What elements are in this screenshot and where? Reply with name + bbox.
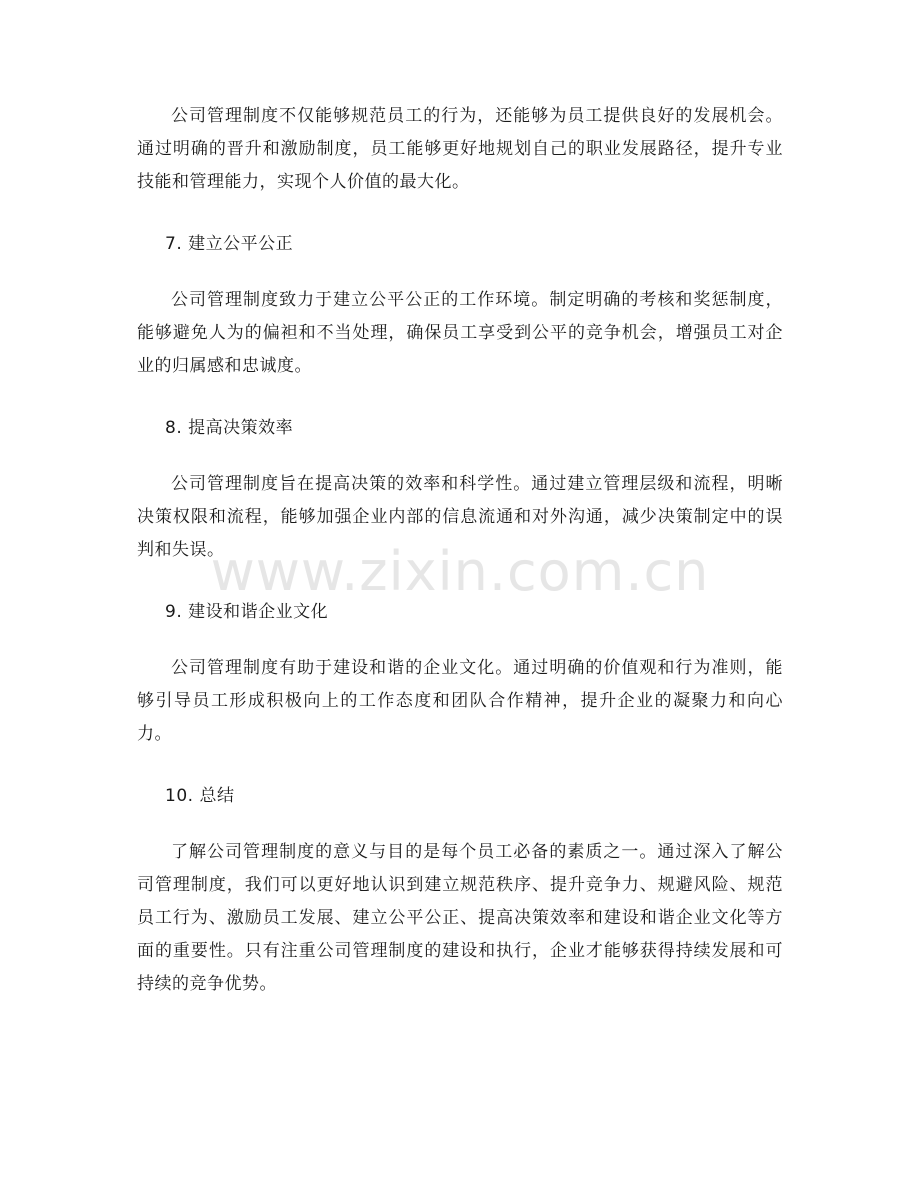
heading-summary: 10. 总结: [165, 786, 235, 806]
heading-fairness: 7. 建立公平公正: [165, 234, 294, 254]
heading-decision-efficiency: 8. 提高决策效率: [165, 418, 294, 438]
paragraph-decision-efficiency: 公司管理制度旨在提高决策的效率和科学性。通过建立管理层级和流程，明晰决策权限和流程，能够加强企业内部的信息流通和对外沟通，减少决策制定中的误判和失误。: [137, 474, 783, 560]
paragraph-summary: 了解公司管理制度的意义与目的是每个员工必备的素质之一。通过深入了解公司管理制度，我们可以更好地认识到建立规范秩序、提升竞争力、规避风险、规范员工行为、激励员工发展、建立公平公正、提高决策效率和建设和谐企业文化等方面的重要性。只有注重公司管理制度的建设和执行，企业才能够获得持续发展和可持续的竞争优势。: [137, 842, 783, 994]
document-body: [137, 100, 783, 1001]
paragraph-fairness: 公司管理制度致力于建立公平公正的工作环境。制定明确的考核和奖惩制度，能够避免人为的偏袒和不当处理，确保员工享受到公平的竞争机会，增强员工对企业的归属感和忠诚度。: [137, 290, 783, 376]
heading-culture: 9. 建设和谐企业文化: [165, 602, 329, 622]
paragraph-culture: 公司管理制度有助于建设和谐的企业文化。通过明确的价值观和行为准则，能够引导员工形成积极向上的工作态度和团队合作精神，提升企业的凝聚力和向心力。: [137, 658, 783, 744]
paragraph-development: 公司管理制度不仅能够规范员工的行为，还能够为员工提供良好的发展机会。通过明确的晋升和激励制度，员工能够更好地规划自己的职业发展路径，提升专业技能和管理能力，实现个人价值的最大化。: [137, 106, 783, 192]
watermark: www.zixin.com.cn: [210, 540, 710, 603]
